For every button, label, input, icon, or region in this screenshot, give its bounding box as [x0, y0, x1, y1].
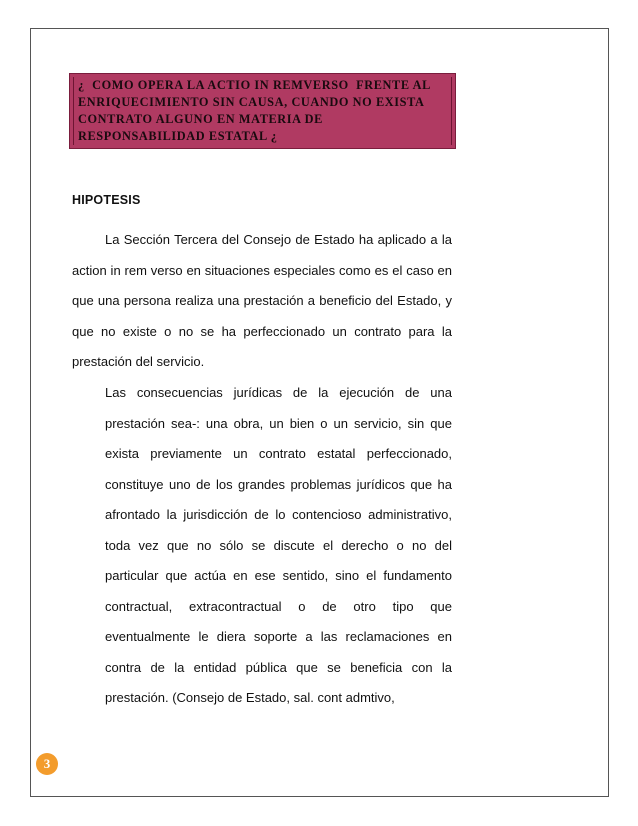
title-line-3: CONTRATO ALGUNO EN MATERIA DE [78, 112, 323, 126]
title-box [69, 73, 456, 149]
page-number-badge: 3 [36, 753, 58, 775]
title-line-4: RESPONSABILIDAD ESTATAL ¿ [78, 129, 278, 143]
paragraph-1 [72, 225, 452, 378]
paragraph-1-text: La Sección Tercera del Consejo de Estado ha aplicado a la action in rem verso en situaciones especiales como es el caso en que una persona realiza una prestación a beneficio del Estado, y que no existe o no se ha perfeccionado un contrato para la prestación del servicio. [72, 232, 452, 369]
title-line-1: ¿ COMO OPERA LA ACTIO IN REMVERSO FRENTE AL [78, 78, 431, 92]
title-line-2: ENRIQUECIMIENTO SIN CAUSA, CUANDO NO EXISTA [78, 95, 425, 109]
section-heading: HIPOTESIS [72, 193, 141, 207]
paragraph-2: Las consecuencias jurídicas de la ejecución de una prestación sea-: una obra, un bien o un servicio, sin que exista previamente un contrato estatal perfeccionado, constituye uno de los grandes problemas jurídicos que ha afrontado la jurisdicción de lo contencioso administrativo, toda vez que no sólo se discute el derecho o no del particular que actúa en ese sentido, sino el fundamento contractual, extracontractual o de otro tipo que eventualmente le diera soporte a las reclamaciones en contra de la entidad pública que se beneficia con la prestación. (Consejo de Estado, sal. cont admtivo, [105, 385, 452, 705]
